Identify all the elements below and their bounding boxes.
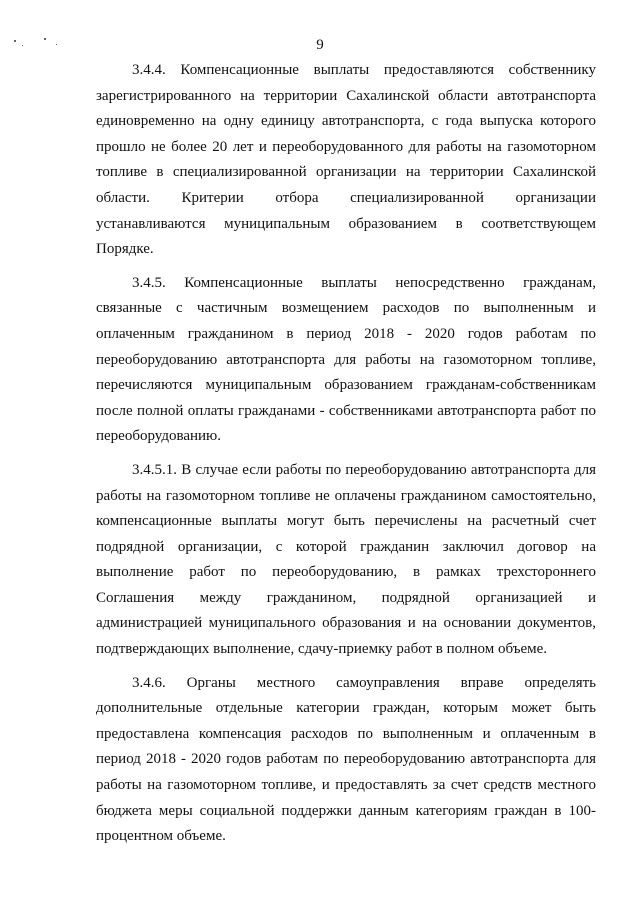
document-body [96,58,596,858]
page-number: 9 [316,37,324,53]
paragraph-3-4-5: 3.4.5. Компенсационные выплаты непосредственно гражданам, связанные с частичным возмещением расходов по выполненным и оплаченным гражданином в период 2018 - 2020 годов работам по переоборудованию автотранспорта для работы на газомоторном топливе, перечисляются муниципальным образованием гражданам-собственникам после полной оплаты гражданами - собственниками автотранспорта работ по переоборудованию. [96,274,596,445]
paragraph-3-4-6: 3.4.6. Органы местного самоуправления вправе определять дополнительные отдельные категории граждан, которым может быть предоставлена компенсация расходов по выполненным и оплаченным в период 2018 - 2020 годов работам по переоборудованию автотранспорта для работы на газомоторном топливе, и предоставлять за счет средств местного бюджета меры социальной поддержки данным категориям граждан в 100-процентном объеме. [96,674,596,845]
paragraph-3-4-4: 3.4.4. Компенсационные выплаты предоставляются собственнику зарегистрированного на территории Сахалинской области автотранспорта единовременно на одну единицу автотранспорта, с года выпуска которого прошло не более 20 лет и переоборудованного для работы на газомоторном топливе в специализированной организации на территории Сахалинской области. Критерии отбора специализированной организации устанавливаются муниципальным образованием в соответствующем Порядке. [96,62,596,258]
paragraph-3-4-5-1: 3.4.5.1. В случае если работы по переоборудованию автотранспорта для работы на газомоторном топливе не оплачены гражданином самостоятельно, компенсационные выплаты могут быть перечислены на расчетный счет подрядной организации, с которой гражданин заключил договор на выполнение работ по переоборудованию, в рамках трехстороннего Соглашения между гражданином, подрядной организацией и администрацией муниципального образования и на основании документов, подтверждающих выполнение, сдачу-приемку работ в полном объеме. [96,461,596,658]
